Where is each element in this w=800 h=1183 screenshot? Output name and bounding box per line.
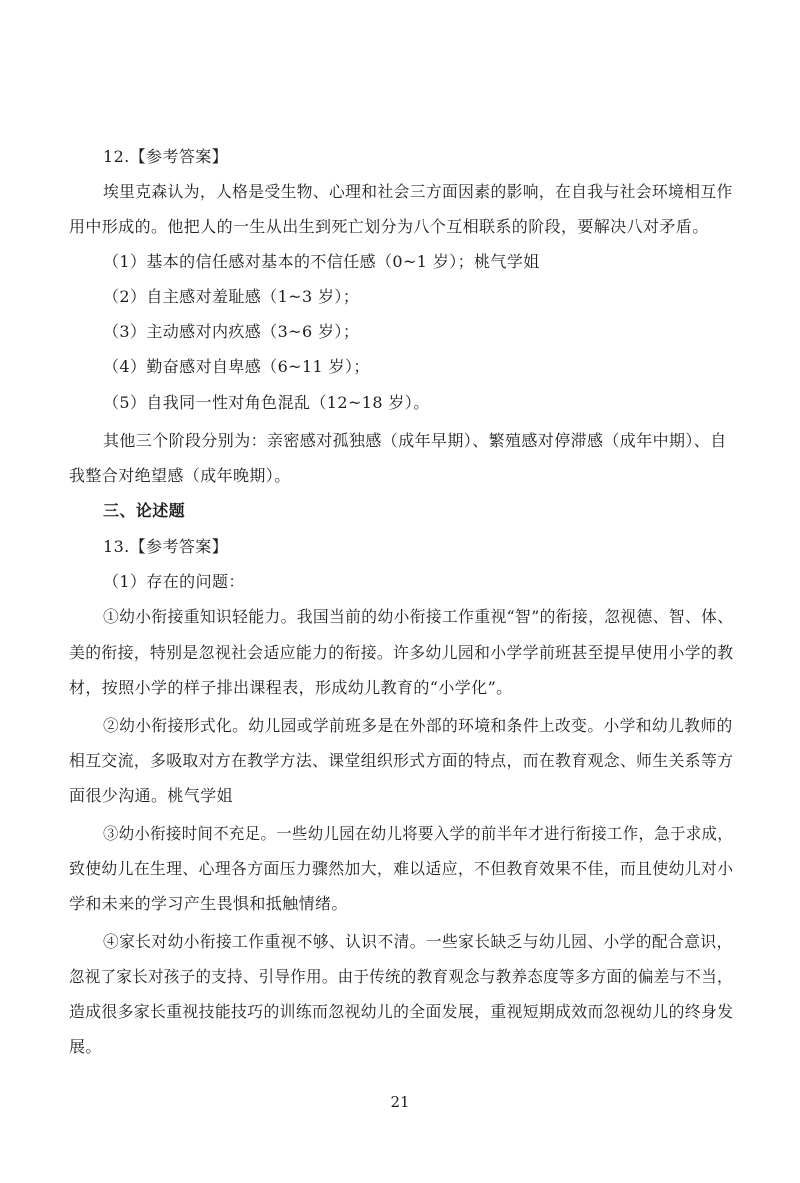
paragraph-line: 美的衔接，特别是忽视社会适应能力的衔接。许多幼儿园和小学学前班甚至提早使用小学的教: [69, 643, 734, 662]
page-number: 21: [390, 1093, 410, 1111]
list-item-1: （1）基本的信任感对基本的不信任感（0~1 岁）；桃气学姐: [103, 252, 540, 271]
list-item-5: （5）自我同一性对角色混乱（12~18 岁）。: [103, 393, 430, 412]
paragraph-line: ④家长对幼小衔接工作重视不够、认识不清。一些家长缺乏与幼儿园、小学的配合意识，: [103, 932, 733, 951]
paragraph-line: 造成很多家长重视技能技巧的训练而忽视幼儿的全面发展，重视短期成效而忽视幼儿的终身发: [69, 1002, 734, 1021]
section-heading: 三、论述题: [103, 501, 186, 520]
paragraph-line: 用中形成的。他把人的一生从出生到死亡划分为八个互相联系的阶段，要解决八对矛盾。: [69, 217, 709, 236]
list-item-4: （4）勤奋感对自卑感（6~11 岁）；: [103, 357, 370, 376]
paragraph-line: 材，按照小学的样子排出课程表，形成幼儿教育的“小学化”。: [69, 678, 513, 697]
subheading: （1）存在的问题：: [103, 572, 245, 591]
paragraph-line: 其他三个阶段分别为：亲密感对孤独感（成年早期）、繁殖感对停滞感（成年中期）、自: [103, 431, 727, 450]
paragraph-line: 学和未来的学习产生畏惧和抵触情绪。: [69, 894, 348, 913]
paragraph-line: 埃里克森认为，人格是受生物、心理和社会三方面因素的影响，在自我与社会环境相互作: [103, 182, 733, 201]
answer-heading-13: 13.【参考答案】: [103, 537, 229, 556]
paragraph-line: ①幼小衔接重知识轻能力。我国当前的幼小衔接工作重视“智”的衔接，忽视德、智、体、: [103, 607, 734, 626]
paragraph-line: 展。: [69, 1037, 102, 1056]
paragraph-line: 面很少沟通。桃气学姐: [69, 786, 234, 805]
answer-heading-12: 12.【参考答案】: [103, 147, 229, 166]
paragraph-line: 忽视了家长对孩子的支持、引导作用。由于传统的教育观念与教养态度等多方面的偏差与不当，: [69, 967, 733, 986]
list-item-2: （2）自主感对羞耻感（1~3 岁）；: [103, 287, 360, 306]
paragraph-line: 相互交流，多吸取对方在教学方法、课堂组织形式方面的特点，而在教育观念、师生关系等方: [69, 751, 734, 770]
paragraph-line: ②幼小衔接形式化。幼儿园或学前班多是在外部的环境和条件上改变。小学和幼儿教师的: [103, 716, 733, 735]
paragraph-line: 致使幼儿在生理、心理各方面压力骤然加大，难以适应，不但教育效果不佳，而且使幼儿对小: [69, 859, 734, 878]
paragraph-line: 我整合对绝望感（成年晚期）。: [69, 466, 291, 485]
paragraph-line: ③幼小衔接时间不充足。一些幼儿园在幼儿将要入学的前半年才进行衔接工作，急于求成，: [103, 824, 734, 843]
list-item-3: （3）主动感对内疚感（3~6 岁）；: [103, 322, 360, 341]
